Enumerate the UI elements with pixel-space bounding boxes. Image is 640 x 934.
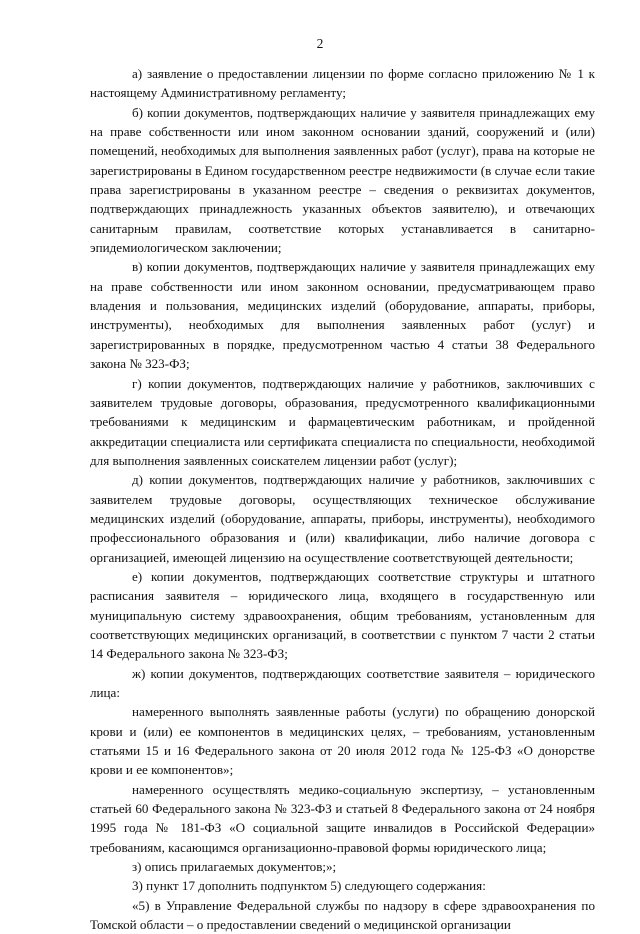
paragraph-g: г) копии документов, подтверждающих наличие у работников, заключивших с заявителем трудовые договоры, образования, предусмотренного квалификационными требованиями к медицинским и фармацевтическим работникам, и пройденной аккредитации специалиста или сертификата специалиста по специальности, необходимой для выполнения заявленных соискателем лицензии работ (услуг); bbox=[90, 375, 595, 468]
paragraph-subitem-5: «5) в Управление Федеральной службы по надзору в сфере здравоохранения по Томской области – о предоставлении сведений о медицинской организации bbox=[90, 897, 595, 933]
paragraph-zh-expertise: намеренного осуществлять медико-социальную экспертизу, – установленным статьей 60 Федерального закона № 323-ФЗ и статьей 8 Федерального закона от 24 ноября 1995 года № 181-ФЗ «О социальной защите инвалидов в Российской Федерации» требованиям, касающимся организационно-правовой формы юридического лица; bbox=[90, 781, 595, 855]
paragraph-d: д) копии документов, подтверждающих наличие у работников, заключивших с заявителем трудовые договоры, осуществляющих техническое обслуживание медицинских изделий (оборудование, аппараты, приборы, инструменты), необходимого профессионального образования и (или) квалификации, либо наличие договора с организацией, имеющей лицензию на осуществление соответствующей деятельности; bbox=[90, 472, 595, 565]
paragraph-b: б) копии документов, подтверждающих наличие у заявителя принадлежащих ему на праве собственности или ином законном основании зданий, сооружений и (или) помещений, необходимых для выполнения заявленных работ (услуг), права на которые не зарегистрированы в Едином государственном реестре недвижимости (в случае если такие права зарегистрированы в указанном реестре – сведения о реквизитах документов, подтверждающих принадлежность указанных объектов заявителю), и отвечающих санитарным правилам, соответствие которых устанавливается в санитарно-эпидемиологическом заключении; bbox=[90, 104, 595, 256]
paragraph-z: з) опись прилагаемых документов;»; bbox=[132, 859, 337, 875]
page-number: 2 bbox=[316, 36, 324, 51]
paragraph-e: е) копии документов, подтверждающих соответствие структуры и штатного расписания заявителя – юридического лица, входящего в государственную или муниципальную систему здравоохранения, общим требованиям, установленным для соответствующих медицинских организаций, в соответствии с пунктом 7 части 2 статьи 14 Федерального закона № 323-ФЗ; bbox=[90, 568, 595, 662]
paragraph-zh-donor: намеренного выполнять заявленные работы (услуги) по обращению донорской крови и (или) ее компонентов в медицинских целях, – требованиям, установленным статьями 15 и 16 Федерального закона от 20 июля 2012 года № 125-ФЗ «О донорстве крови и ее компонентов»; bbox=[90, 704, 595, 778]
paragraph-a: а) заявление о предоставлении лицензии по форме согласно приложению № 1 к настоящему Административному регламенту; bbox=[90, 66, 595, 101]
paragraph-v: в) копии документов, подтверждающих наличие у заявителя принадлежащих ему на праве собственности или ином законном основании, предусматривающем право владения и пользования, медицинских изделий (оборудование, аппараты, приборы, инструменты), необходимых для выполнения заявленных работ (услуг) и зарегистрированных в порядке, предусмотренном частью 4 статьи 38 Федерального закона № 323-ФЗ; bbox=[90, 259, 595, 372]
document-body bbox=[90, 64, 595, 934]
paragraph-item-3: 3) пункт 17 дополнить подпунктом 5) следующего содержания: bbox=[132, 878, 486, 894]
paragraph-zh: ж) копии документов, подтверждающих соответствие заявителя – юридического лица: bbox=[90, 665, 595, 700]
